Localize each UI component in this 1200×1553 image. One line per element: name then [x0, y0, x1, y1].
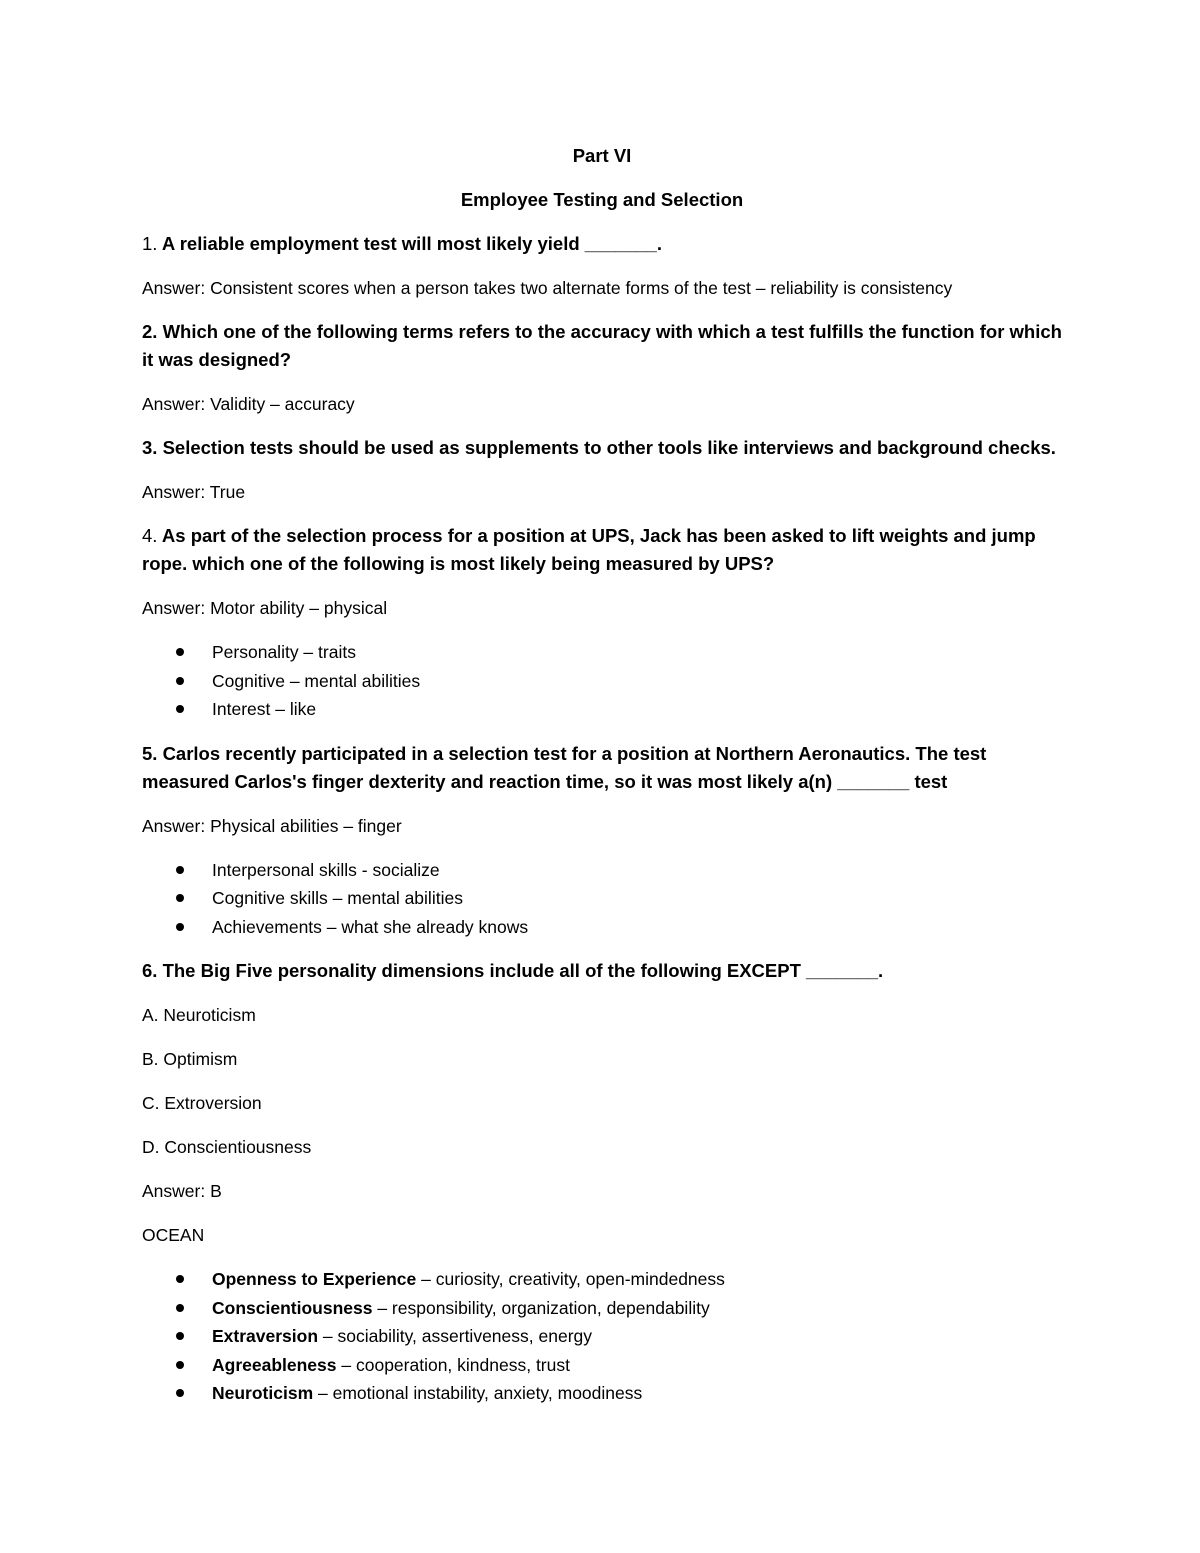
list-item-text: Cognitive skills – mental abilities: [212, 888, 463, 908]
question-5: 5. Carlos recently participated in a selection test for a position at Northern Aeronautics. The test measured Carlos's finger dexterity and reaction time, so it was most likely a(n) _______ test: [142, 742, 987, 792]
list-item: [142, 695, 1062, 724]
bullet-icon: [176, 866, 184, 874]
question-1-text: A reliable employment test will most likely yield _______.: [161, 233, 662, 254]
question-4-text: As part of the selection process for a position at UPS, Jack has been asked to lift weights and jump rope. which one of the following is most likely being measured by UPS?: [142, 525, 1036, 574]
answer-4-list: [142, 638, 1062, 724]
list-item: [142, 884, 1062, 913]
document-page: [142, 140, 1062, 1424]
page-subtitle: Employee Testing and Selection: [460, 189, 744, 210]
question-1: [142, 230, 1062, 258]
option-c: C. Extroversion: [142, 1093, 262, 1113]
list-item: [142, 1294, 1062, 1323]
answer-3: Answer: True: [142, 482, 246, 502]
list-item-text: Personality – traits: [212, 642, 356, 662]
list-item: [142, 638, 1062, 667]
question-1-number: 1.: [142, 233, 158, 254]
answer-2: Answer: Validity – accuracy: [142, 394, 355, 414]
question-6: 6. The Big Five personality dimensions include all of the following EXCEPT _______.: [142, 960, 884, 981]
trait-term: Agreeableness: [212, 1354, 337, 1375]
bullet-icon: [176, 894, 184, 902]
question-4-number: 4.: [142, 525, 158, 546]
bullet-icon: [176, 677, 184, 685]
answer-6: Answer: B: [142, 1181, 222, 1201]
option-d: D. Conscientiousness: [142, 1137, 312, 1157]
bullet-icon: [176, 705, 184, 713]
bullet-icon: [176, 1304, 184, 1312]
page-title: Part VI: [572, 145, 632, 166]
option-b: B. Optimism: [142, 1049, 238, 1069]
question-2: 2. Which one of the following terms refers to the accuracy with which a test fulfills the function for which it was designed?: [142, 321, 1062, 370]
bullet-icon: [176, 1361, 184, 1369]
trait-description: – emotional instability, anxiety, moodiness: [313, 1383, 643, 1403]
list-item-text: Achievements – what she already knows: [212, 916, 529, 937]
trait-term: Neuroticism: [212, 1383, 314, 1403]
bullet-icon: [176, 648, 184, 656]
bullet-icon: [176, 1389, 184, 1397]
list-item: [142, 856, 1062, 885]
answer-5: Answer: Physical abilities – finger: [142, 815, 402, 836]
question-4: [142, 522, 1062, 578]
option-a: A. Neuroticism: [142, 1005, 256, 1025]
list-item-text: Interpersonal skills - socialize: [212, 859, 440, 880]
trait-description: – curiosity, creativity, open-mindedness: [416, 1269, 725, 1289]
trait-term: Openness to Experience: [212, 1269, 417, 1289]
answer-4: Answer: Motor ability – physical: [142, 598, 388, 618]
list-item-text: Interest – like: [212, 699, 317, 719]
list-item: [142, 1322, 1062, 1351]
bullet-icon: [176, 1275, 184, 1283]
trait-description: – responsibility, organization, dependability: [372, 1297, 710, 1318]
bullet-icon: [176, 923, 184, 931]
list-item: [142, 1351, 1062, 1380]
trait-term: Extraversion: [212, 1326, 319, 1346]
list-item: [142, 1265, 1062, 1294]
question-3: 3. Selection tests should be used as supplements to other tools like interviews and background checks.: [142, 437, 1056, 458]
trait-description: – cooperation, kindness, trust: [336, 1354, 570, 1375]
bullet-icon: [176, 1332, 184, 1340]
trait-description: – sociability, assertiveness, energy: [318, 1326, 592, 1346]
list-item: [142, 1379, 1062, 1408]
answer-1: Answer: Consistent scores when a person takes two alternate forms of the test – reliability is consistency: [142, 278, 953, 298]
list-item: [142, 913, 1062, 942]
list-item: [142, 667, 1062, 696]
ocean-acronym: OCEAN: [142, 1225, 205, 1245]
trait-term: Conscientiousness: [212, 1297, 373, 1318]
list-item-text: Cognitive – mental abilities: [212, 670, 421, 691]
ocean-traits-list: [142, 1265, 1062, 1408]
answer-5-list: [142, 856, 1062, 942]
